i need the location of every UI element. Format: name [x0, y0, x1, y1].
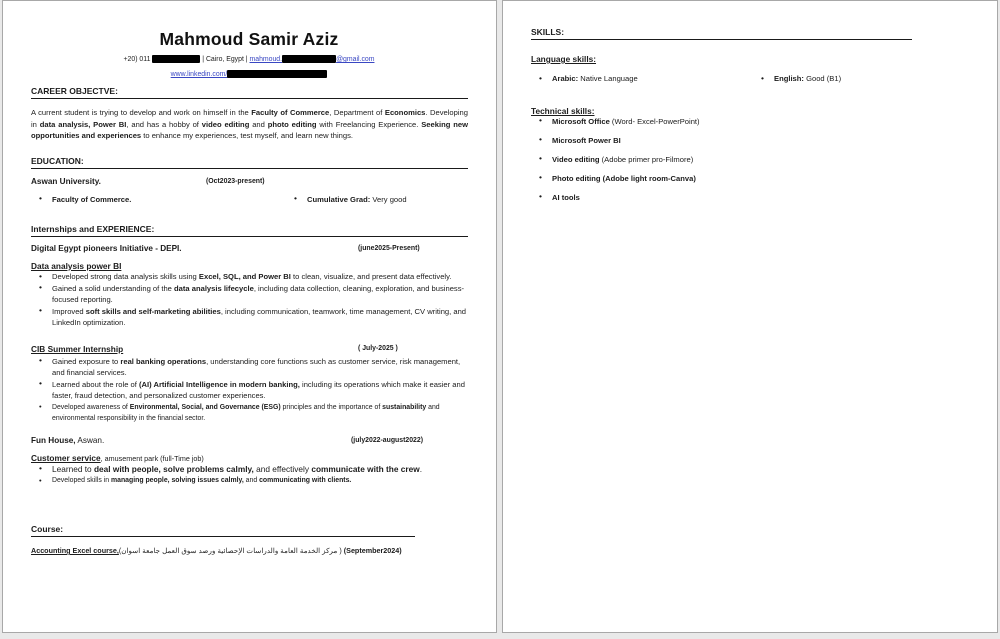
- cib-bullet-2: • Learned about the role of (AI) Artificial Intelligence in modern banking, including its operations which make it easier and faster, fraud detection, and personalized customer experiences.: [39, 379, 467, 402]
- technical-bullet-office: • Microsoft Office (Word- Excel-PowerPoint): [539, 116, 968, 128]
- email-prefix: mahmoud.: [249, 56, 283, 63]
- funhouse-title: Fun House,: [31, 435, 76, 445]
- section-heading-experience: Internships and EXPERIENCE:: [31, 224, 468, 237]
- education-bullets: [31, 194, 467, 206]
- language-bullet-col1: [531, 73, 968, 85]
- depi-title: Digital Egypt pioneers Initiative - DEPI.: [31, 244, 182, 253]
- linkedin-prefix: www.linkedin.com/: [170, 71, 228, 78]
- funhouse-role-row: [31, 453, 467, 463]
- career-objective-text: A current student is trying to develop and work on himself in the Faculty of Commerce, Department of Economics. Developing in data analysis, Power BI, and has a hobby of video editing and photo editing with Freelancing Experience. Seeking new opportunities and experiences to enhance my experiences, test myself, and learn new things.: [31, 108, 468, 140]
- resume-name: Mahmoud Samir Aziz: [159, 29, 339, 49]
- funhouse-date: (july2022-august2022): [351, 436, 423, 444]
- education-bullet-col2: [286, 194, 407, 206]
- cib-bullet-3: • Developed awareness of Environmental, Social, and Governance (ESG) principles and the importance of sustainability and environmental responsibility in the financial sector.: [39, 402, 467, 424]
- school-name: Aswan University.: [31, 176, 101, 186]
- email-suffix: @gmail.com: [336, 56, 375, 63]
- redacted-linkedin: [227, 70, 327, 78]
- contact-line-2: [31, 69, 467, 80]
- funhouse-row: [31, 436, 467, 445]
- redacted-email: [282, 55, 336, 63]
- depi-subtitle: Data analysis power BI: [31, 261, 122, 271]
- language-bullet-english: • English: Good (B1): [761, 73, 841, 85]
- course-line: Accounting Excel course,( مركز الخدمة العامة والدراسات الإحصائية ورصد سوق العمل جامعة اسوان) (September2024): [31, 546, 402, 555]
- education-date: (Oct2023-present): [206, 177, 265, 185]
- language-skills-bullets: [531, 73, 968, 85]
- email-link[interactable]: [250, 56, 375, 63]
- funhouse-location: Aswan.: [75, 435, 105, 445]
- depi-row: [31, 244, 467, 253]
- section-heading-course: Course:: [31, 524, 415, 537]
- cib-date: ( July-2025 ): [358, 344, 398, 352]
- language-skills-heading: Language skills:: [531, 54, 597, 64]
- cib-bullet-1: • Gained exposure to real banking operations, understanding core functions such as customer service, risk management, and financial services.: [39, 356, 467, 379]
- section-heading-career-objective: CAREER OBJECTVE:: [31, 86, 468, 99]
- language-bullet-arabic: • Arabic: Native Language: [539, 73, 968, 85]
- section-heading-education: EDUCATION:: [31, 156, 468, 169]
- depi-bullets: [31, 271, 467, 329]
- cib-row: [31, 344, 467, 354]
- resume-page-2: [502, 0, 998, 633]
- funhouse-bullet-1: • Learned to deal with people, solve problems calmly, and effectively communicate with the crew.: [39, 463, 467, 476]
- linkedin-link[interactable]: [171, 71, 328, 78]
- education-bullet-grade: • Cumulative Grad: Very good: [294, 194, 407, 206]
- funhouse-role-detail: , amusement park (full-Time job): [100, 453, 204, 463]
- contact-line-1: [31, 54, 467, 65]
- technical-bullet-photo: • Photo editing (Adobe light room-Canva): [539, 173, 968, 185]
- funhouse-bullet-2: • Developed skills in managing people, solving issues calmly, and communicating with clients.: [39, 475, 467, 486]
- technical-bullet-ai: • AI tools: [539, 192, 968, 204]
- education-row: [31, 177, 467, 186]
- language-bullet-col2: [753, 73, 841, 85]
- education-bullet-faculty: • Faculty of Commerce.: [39, 194, 467, 206]
- technical-skills-bullets: [531, 116, 968, 204]
- redacted-phone: [152, 55, 200, 63]
- funhouse-bullets: [31, 463, 467, 487]
- cib-title: CIB Summer Internship: [31, 343, 124, 354]
- technical-skills-heading: Technical skills:: [531, 105, 595, 116]
- resume-page-1: [2, 0, 497, 633]
- depi-date: (june2025-Present): [358, 245, 420, 252]
- depi-bullet-3: • Improved soft skills and self-marketing abilities, including communication, teamwork, time management, CV writing, and LinkedIn optimization.: [39, 306, 467, 329]
- page1-content: [3, 1, 496, 555]
- funhouse-role: Customer service: [31, 452, 101, 463]
- depi-bullet-1: • Developed strong data analysis skills using Excel, SQL, and Power BI to clean, visualize, and present data effectively.: [39, 271, 467, 283]
- location-text: | Cairo, Egypt |: [202, 56, 248, 63]
- depi-bullet-2: • Gained a solid understanding of the data analysis lifecycle, including data collection, cleaning, exploration, and business-focused reporting.: [39, 283, 467, 306]
- page2-content: [503, 1, 997, 203]
- phone-prefix: +20) 011: [123, 56, 151, 63]
- technical-bullet-video: • Video editing (Adobe primer pro-Filmore): [539, 154, 968, 166]
- section-heading-skills: SKILLS:: [531, 27, 912, 40]
- technical-bullet-powerbi: • Microsoft Power BI: [539, 135, 968, 147]
- cib-bullets: [31, 356, 467, 424]
